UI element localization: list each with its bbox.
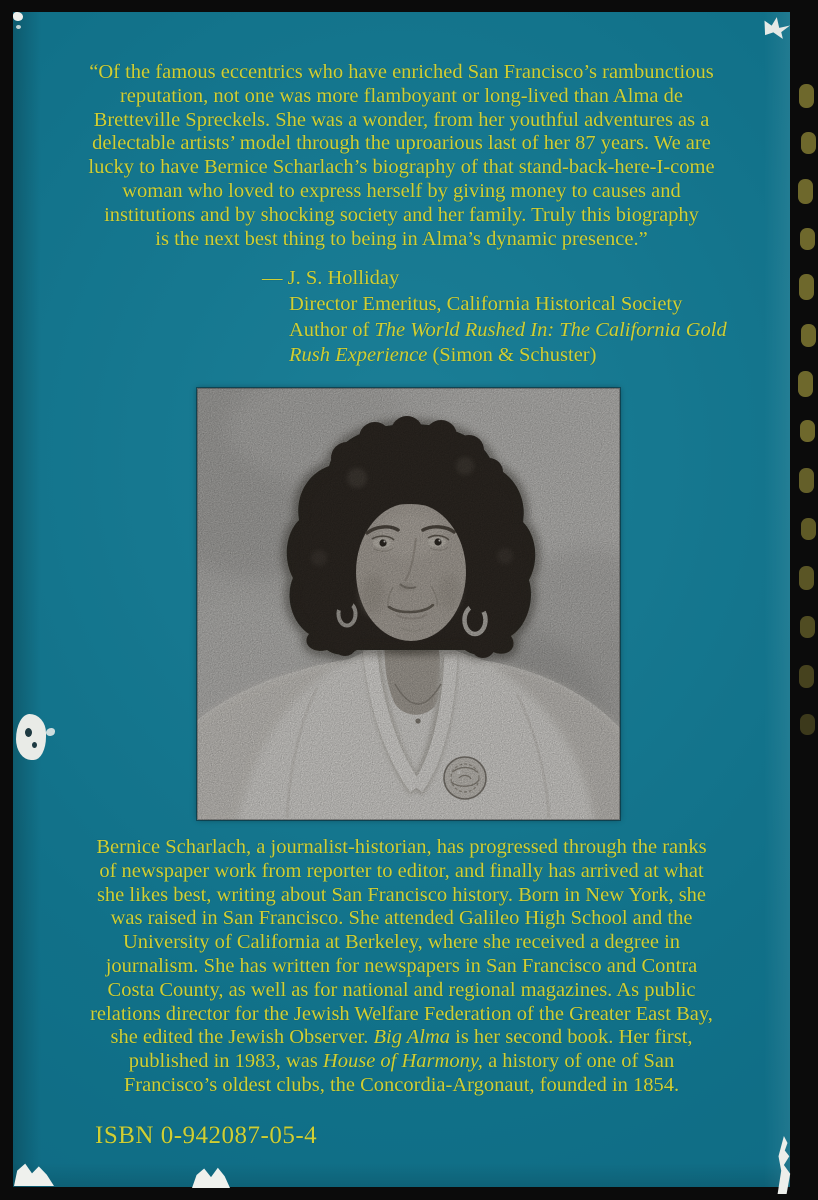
page-edge-blob — [798, 371, 813, 397]
scuff-dot — [25, 728, 32, 737]
quote-attribution — [262, 266, 727, 369]
scratch-mark — [13, 12, 23, 21]
text-line: reputation, not one was more flamboyant or long-lived than Alma de — [119, 84, 684, 107]
text-line: Bretteville Spreckels. She was a wonder, from her youthful adventures as a — [93, 108, 710, 131]
page-edge-blob — [799, 665, 814, 688]
cover-background — [13, 12, 790, 1187]
page-edge-blob — [801, 324, 816, 347]
text-line: woman who loved to express herself by giving money to causes and — [122, 179, 681, 202]
isbn-label: ISBN 0-942087-05-4 — [95, 1122, 318, 1149]
text-line: relations director for the Jewish Welfare Federation of the Greater East Bay, — [90, 1002, 713, 1025]
text-line: “Of the famous eccentrics who have enriched San Francisco’s rambunctious — [89, 61, 714, 83]
page-edge-blob — [799, 84, 814, 108]
review-quote — [33, 61, 770, 251]
author-photo — [197, 388, 620, 820]
text-line: Francisco’s oldest clubs, the Concordia-Argonaut, founded in 1854. — [123, 1073, 680, 1096]
scratch-mark — [16, 25, 21, 29]
text-line: was raised in San Francisco. She attended Galileo High School and the — [110, 907, 693, 930]
page-edge-blob — [800, 228, 815, 250]
text-line: Director Emeritus, California Historical Society — [289, 292, 683, 315]
author-bio — [31, 836, 772, 1098]
text-line: institutions and by shocking society and her family. Truly this biography — [104, 203, 699, 226]
text-line: Rush Experience (Simon & Schuster) — [289, 344, 597, 367]
page-edge-blob — [799, 566, 814, 590]
text-line: she edited the Jewish Observer. Big Alma is her second book. Her first, — [110, 1026, 693, 1049]
scuff-dot — [32, 742, 37, 748]
page-edge-blob — [800, 616, 815, 638]
text-line: is the next best thing to being in Alma’s dynamic presence.” — [155, 227, 648, 250]
text-line: of newspaper work from reporter to editor, and finally has arrived at what — [99, 859, 704, 882]
text-line: University of California at Berkeley, where she received a degree in — [122, 931, 681, 954]
text-line: delectable artists’ model through the uproarious last of her 87 years. We are — [92, 132, 711, 155]
text-line: Author of The World Rushed In: The California Gold — [289, 318, 727, 341]
page-edge-blob — [800, 714, 815, 735]
page-edge-blob — [801, 132, 816, 154]
text-line: lucky to have Bernice Scharlach’s biography of that stand-back-here-I-come — [88, 156, 715, 179]
scuff-mark — [16, 714, 46, 760]
text-line: Costa County, as well as for national and regional magazines. As public — [107, 978, 696, 1001]
text-line: Bernice Scharlach, a journalist-historian, has progressed through the ranks — [96, 836, 707, 858]
page-edge-blob — [799, 468, 814, 493]
author-portrait-illustration — [197, 388, 620, 820]
page-edge-blob — [798, 179, 813, 204]
attribution-details — [262, 292, 727, 369]
page-edge-blob — [800, 420, 815, 442]
text-line: she likes best, writing about San Francisco history. Born in New York, she — [96, 883, 707, 906]
page-edge-blob — [799, 274, 814, 300]
text-line: published in 1983, was House of Harmony, a history of one of San — [128, 1050, 675, 1073]
attribution-name: — J. S. Holliday — [262, 267, 400, 289]
page-edge-blob — [801, 518, 816, 540]
text-line: journalism. She has written for newspapers in San Francisco and Contra — [105, 954, 698, 977]
